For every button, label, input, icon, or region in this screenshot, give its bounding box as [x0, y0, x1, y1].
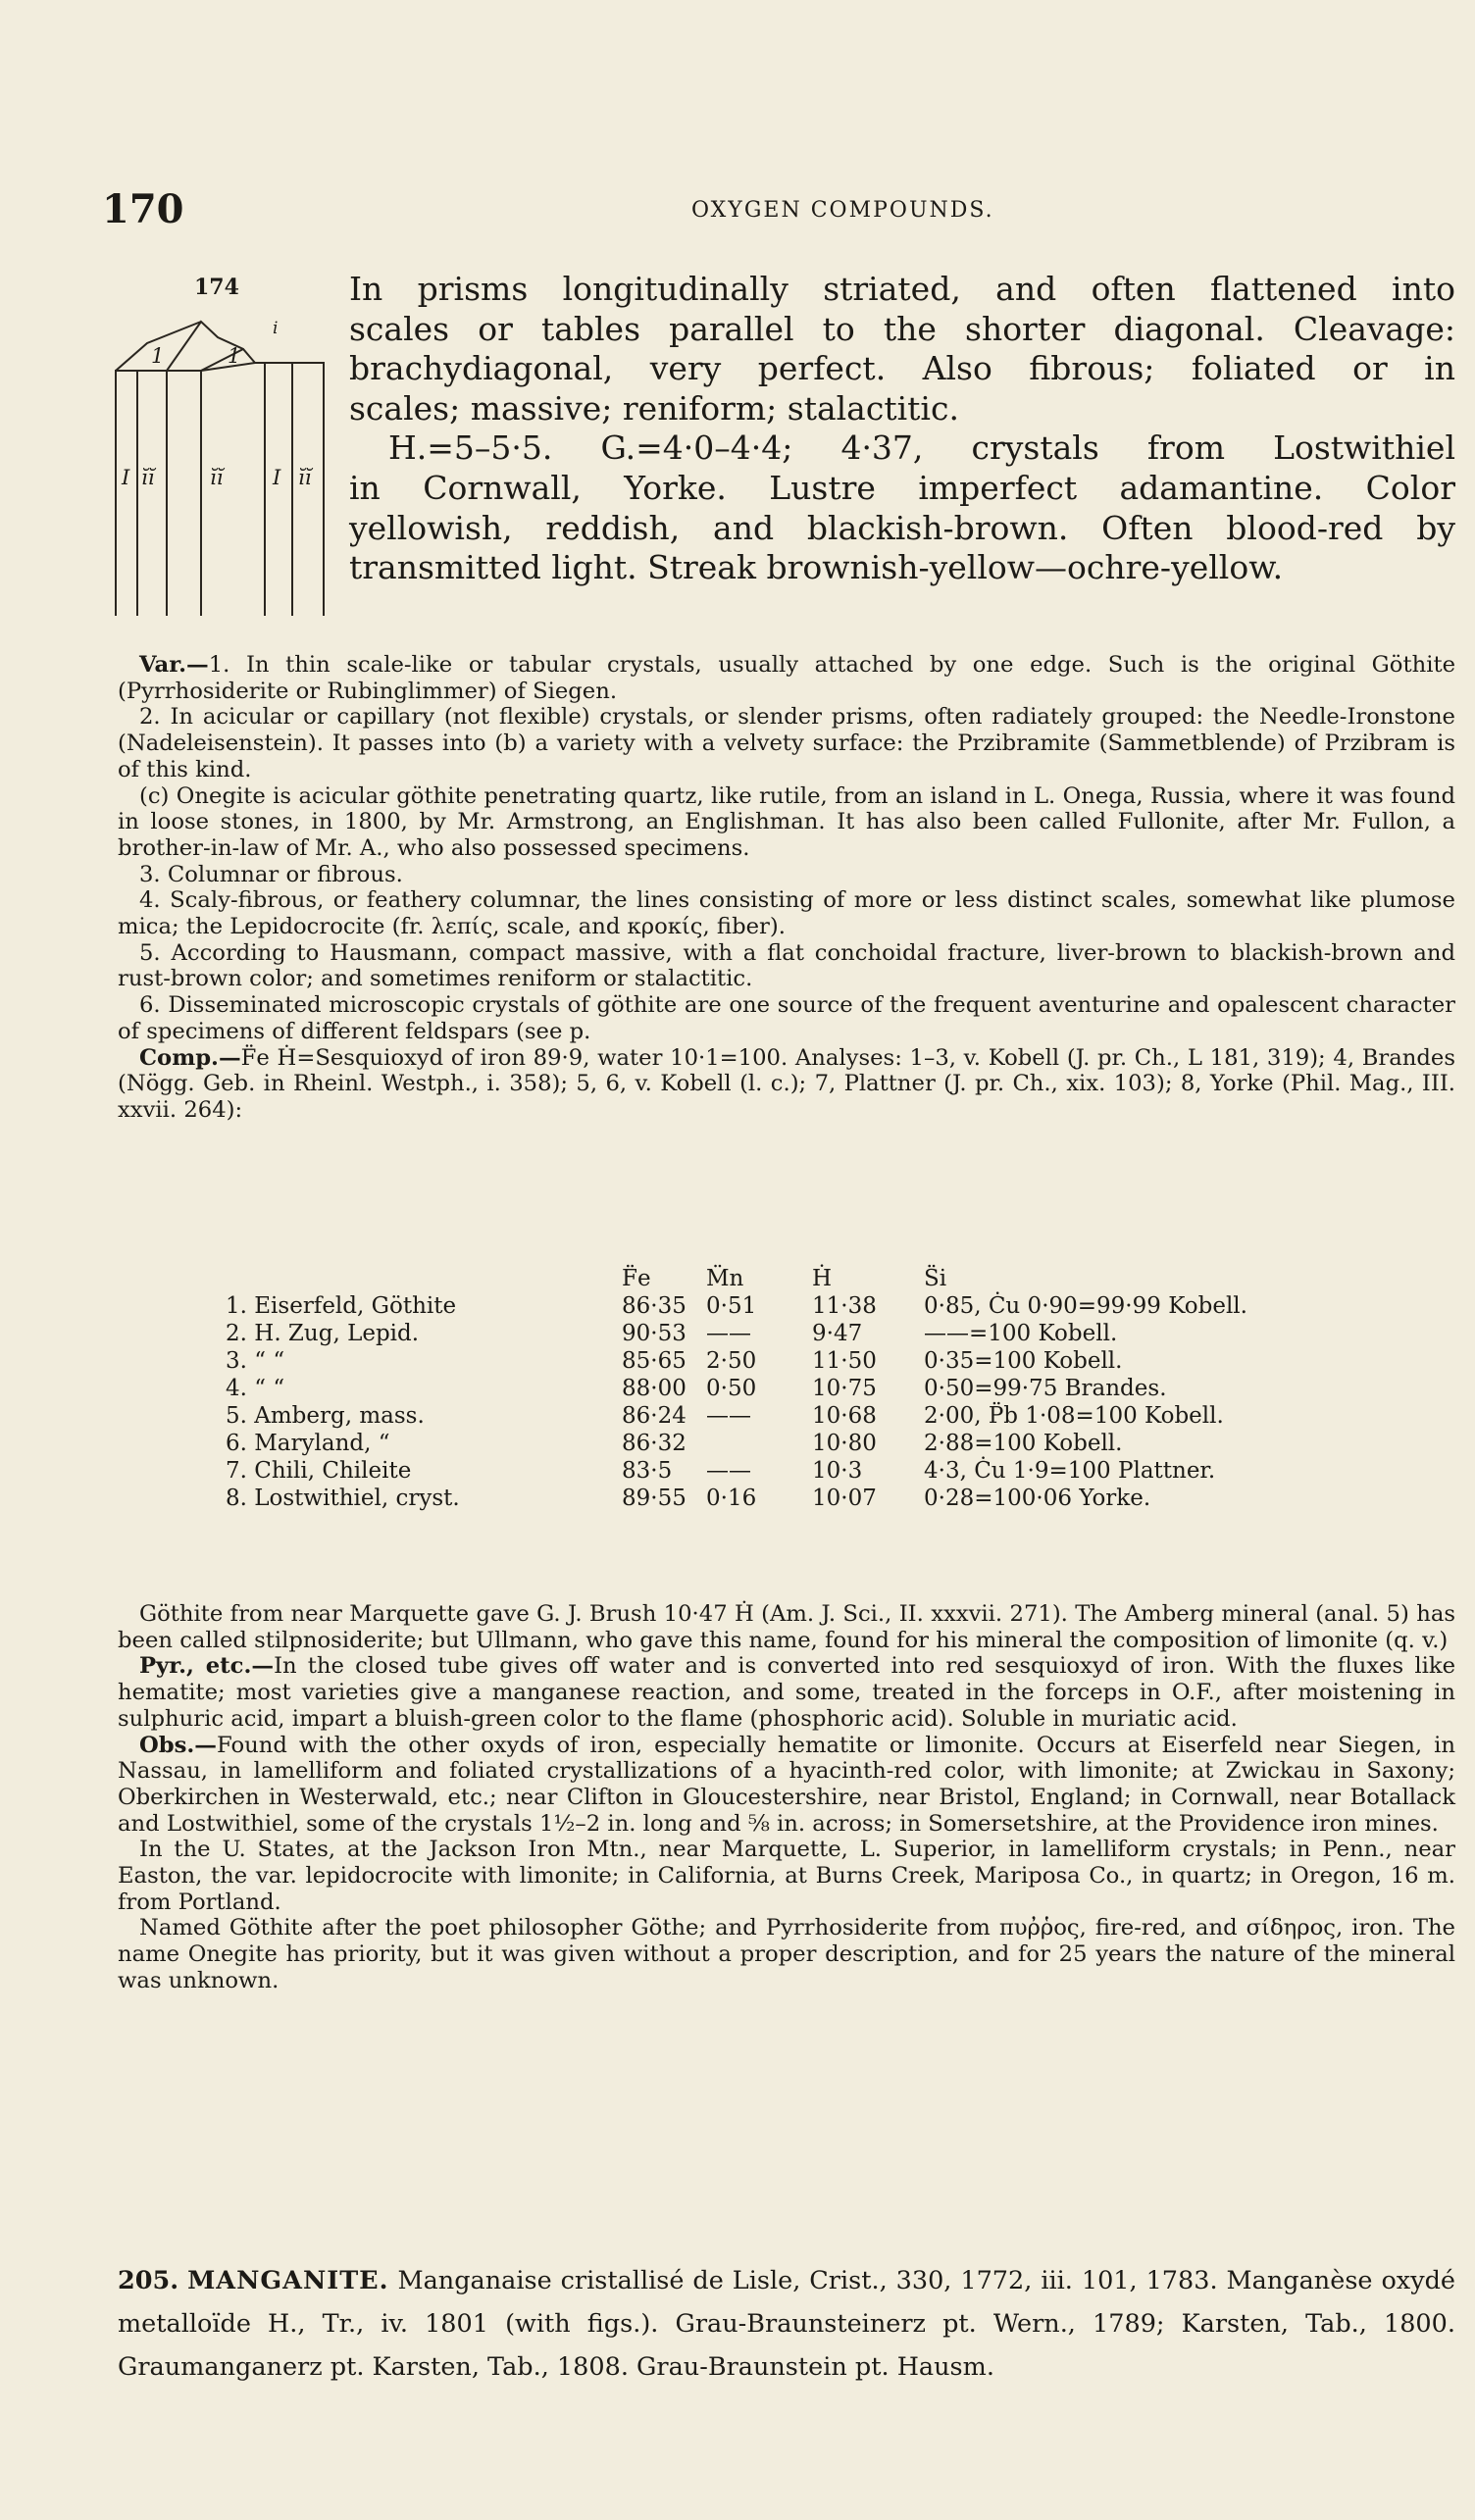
column-header: S̈i: [924, 1266, 947, 1291]
table-row: 4. “ “ 88·00 0·50 10·75 0·50=99·75 Brandes.: [226, 1376, 1167, 1401]
column-header: Ḣ: [812, 1266, 833, 1291]
section-heading: Obs.—: [139, 1732, 217, 1758]
paragraph: Obs.—Found with the other oxyds of iron, especially hematite or limonite. Occurs at Eiserfeld near Siegen, in Nassau, in lamelliform and foliated crystallizations of a hyacinth-red color, with limonite; at Zwickau in Saxony; Oberkirchen in Westerwald, etc.; near Clifton in Gloucestershire, near Bristol, England; in Cornwall, near Botallack and Lostwithiel, some of the crystals 1½–2 in. long and ⅝ in. across; in Somersetshire, at the Providence iron mines.: [118, 1732, 1455, 1837]
section-heading: Pyr., etc.—: [139, 1653, 275, 1680]
paragraph: Var.—1. In thin scale-like or tabular crystals, usually attached by one edge. Such is the original Göthite (Pyrrhosiderite or Rubinglimmer) of Siegen.: [118, 652, 1455, 704]
synonymy-text: Manganaise cristallisé de Lisle, Crist., 330, 1772, iii. 101, 1783. Manganèse oxydé metalloïde H., Tr., iv. 1801 (with figs.). Grau-Braunsteinerz pt. Wern., 1789; Karsten, Tab., 1800. Graumanganerz pt. Karsten, Tab., 1808. Grau-Braunstein pt. Hausm.: [118, 2266, 1456, 2382]
table-row: 7. Chili, Chileite 83·5 —— 10·3 4·3, Ċu 1·9=100 Plattner.: [226, 1458, 1216, 1484]
crystal-figure: [108, 275, 329, 628]
text-line: scales; massive; reniform; stalactitic.: [349, 388, 959, 428]
face-label: 1: [228, 344, 241, 368]
text-line: In prisms longitudinally striated, and often flattened into: [349, 270, 1455, 308]
column-header: F̈e: [622, 1266, 651, 1291]
text-line: transmitted light. Streak brownish-yellow—ochre-yellow.: [349, 548, 1284, 587]
face-label: 1: [151, 344, 165, 368]
section-heading: Comp.—: [139, 1044, 241, 1071]
paragraph: In the U. States, at the Jackson Iron Mtn., near Marquette, L. Superior, in lamelliform crystals; in Penn., near Easton, the var. lepidocrocite with limonite; in California, at Burns Creek, Mariposa Co., in quartz; in Oregon, 16 m. from Portland.: [118, 1837, 1455, 1915]
paragraph: 5. According to Hausmann, compact massive, with a flat conchoidal fracture, liver-brown to blackish-brown and rust-brown color; and sometimes reniform or stalactitic.: [118, 939, 1455, 992]
column-header: [226, 1265, 622, 1292]
paragraph: Named Göthite after the poet philosopher Göthe; and Pyrrhosiderite from πυῤῥος, fire-red, and σίδηρος, iron. The name Onegite has priority, but it was given without a proper description, and for 25 years the nature of the mineral was unknown.: [118, 1915, 1455, 1993]
table-header-row: [226, 1265, 1247, 1292]
face-label: ĭĭ: [298, 466, 312, 489]
table-row: 1. Eiserfeld, Göthite 86·35 0·51 11·38 0·85, Ċu 0·90=99·99 Kobell.: [226, 1293, 1247, 1319]
table-row: 3. “ “ 85·65 2·50 11·50 0·35=100 Kobell.: [226, 1348, 1123, 1374]
text-line: in Cornwall, Yorke. Lustre imperfect adamantine. Color: [349, 468, 1455, 507]
page-header: [98, 186, 1451, 235]
table-row: 5. Amberg, mass. 86·24 —— 10·68 2·00, P̈b 1·08=100 Kobell.: [226, 1403, 1224, 1429]
description-text: [349, 270, 1455, 588]
text-line: brachydiagonal, very perfect. Also fibrous; foliated or in: [349, 349, 1455, 388]
paragraph: 2. In acicular or capillary (not flexible) crystals, or slender prisms, often radiately grouped: the Needle-Ironstone (Nadeleisenstein). It passes into (b) a variety with a velvety surface: the Przibramite (Sammetblende) of Przibram is of this kind.: [118, 704, 1455, 782]
paragraph: 4. Scaly-fibrous, or feathery columnar, the lines consisting of more or less distinct scales, somewhat like plumose mica; the Lepidocrocite (fr. λεπίς, scale, and κροκίς, fiber).: [118, 887, 1455, 940]
paragraph: Göthite from near Marquette gave G. J. Brush 10·47 Ḣ (Am. J. Sci., II. xxxvii. 271). The Amberg mineral (anal. 5) has been called stilpnosiderite; but Ullmann, who gave this name, found for his mineral the composition of limonite (q. v.): [118, 1601, 1455, 1653]
paragraph: Comp.—F̈e Ḣ=Sesquioxyd of iron 89·9, water 10·1=100. Analyses: 1–3, v. Kobell (J. pr. Ch., L 181, 319); 4, Brandes (Nögg. Geb. in Rheinl. Westph., i. 358); 5, 6, v. Kobell (l. c.); 7, Plattner (J. pr. Ch., xix. 103); 8, Yorke (Phil. Mag., III. xxvii. 264):: [118, 1044, 1455, 1123]
paragraph: [118, 2259, 1455, 2389]
table-row: 8. Lostwithiel, cryst. 89·55 0·16 10·07 0·28=100·06 Yorke.: [226, 1486, 1151, 1511]
text-line: yellowish, reddish, and blackish-brown. Often blood-red by: [349, 508, 1455, 547]
paragraph: Pyr., etc.—In the closed tube gives off water and is converted into red sesquioxyd of iron. With the fluxes like hematite; most varieties give a manganese reaction, and some, treated in the forceps in O.F., after moistening in sulphuric acid, impart a bluish-green color to the flame (phosphoric acid). Soluble in muriatic acid.: [118, 1653, 1456, 1732]
analyses-table: [226, 1265, 1247, 1512]
section-heading: Var.—: [139, 652, 209, 678]
mineral-name: MANGANITE.: [187, 2266, 389, 2295]
face-label: ĭĭ: [210, 466, 224, 489]
crystal-diagram: [108, 302, 329, 628]
running-title: OXYGEN COMPOUNDS.: [691, 198, 994, 223]
column-header: M̈n: [706, 1266, 744, 1291]
paragraph: (c) Onegite is acicular göthite penetrating quartz, like rutile, from an island in L. Onega, Russia, where it was found in loose stones, in 1800, by Mr. Armstrong, an Englishman. It has also been called Fullonite, after Mr. Fullon, a brother-in-law of Mr. A., who also possessed specimens.: [118, 782, 1455, 861]
text-line: scales or tables parallel to the shorter diagonal. Cleavage:: [349, 309, 1455, 348]
manganite-entry: [118, 2259, 1455, 2389]
observations-section: [118, 1601, 1455, 1994]
face-label: I: [273, 466, 281, 489]
face-label: i: [273, 319, 279, 338]
text-line: H.=5–5·5. G.=4·0–4·4; 4·37, crystals from Lostwithiel: [388, 428, 1455, 468]
face-label: I: [122, 466, 130, 489]
table-row: 6. Maryland, “ 86·32 10·80 2·88=100 Kobell.: [226, 1431, 1123, 1456]
paragraph: 6. Disseminated microscopic crystals of göthite are one source of the frequent aventurine and opalescent character of specimens of different feldspars (see p.: [118, 992, 1455, 1044]
page-number: 170: [102, 186, 184, 232]
face-label: ĭĭ: [141, 466, 155, 489]
table-row: 2. H. Zug, Lepid. 90·53 —— 9·47 ——=100 Kobell.: [226, 1321, 1118, 1346]
entry-number: 205.: [118, 2266, 179, 2295]
varieties-section: [118, 652, 1455, 1124]
figure-number: 174: [194, 275, 239, 300]
paragraph: 3. Columnar or fibrous.: [139, 861, 403, 887]
